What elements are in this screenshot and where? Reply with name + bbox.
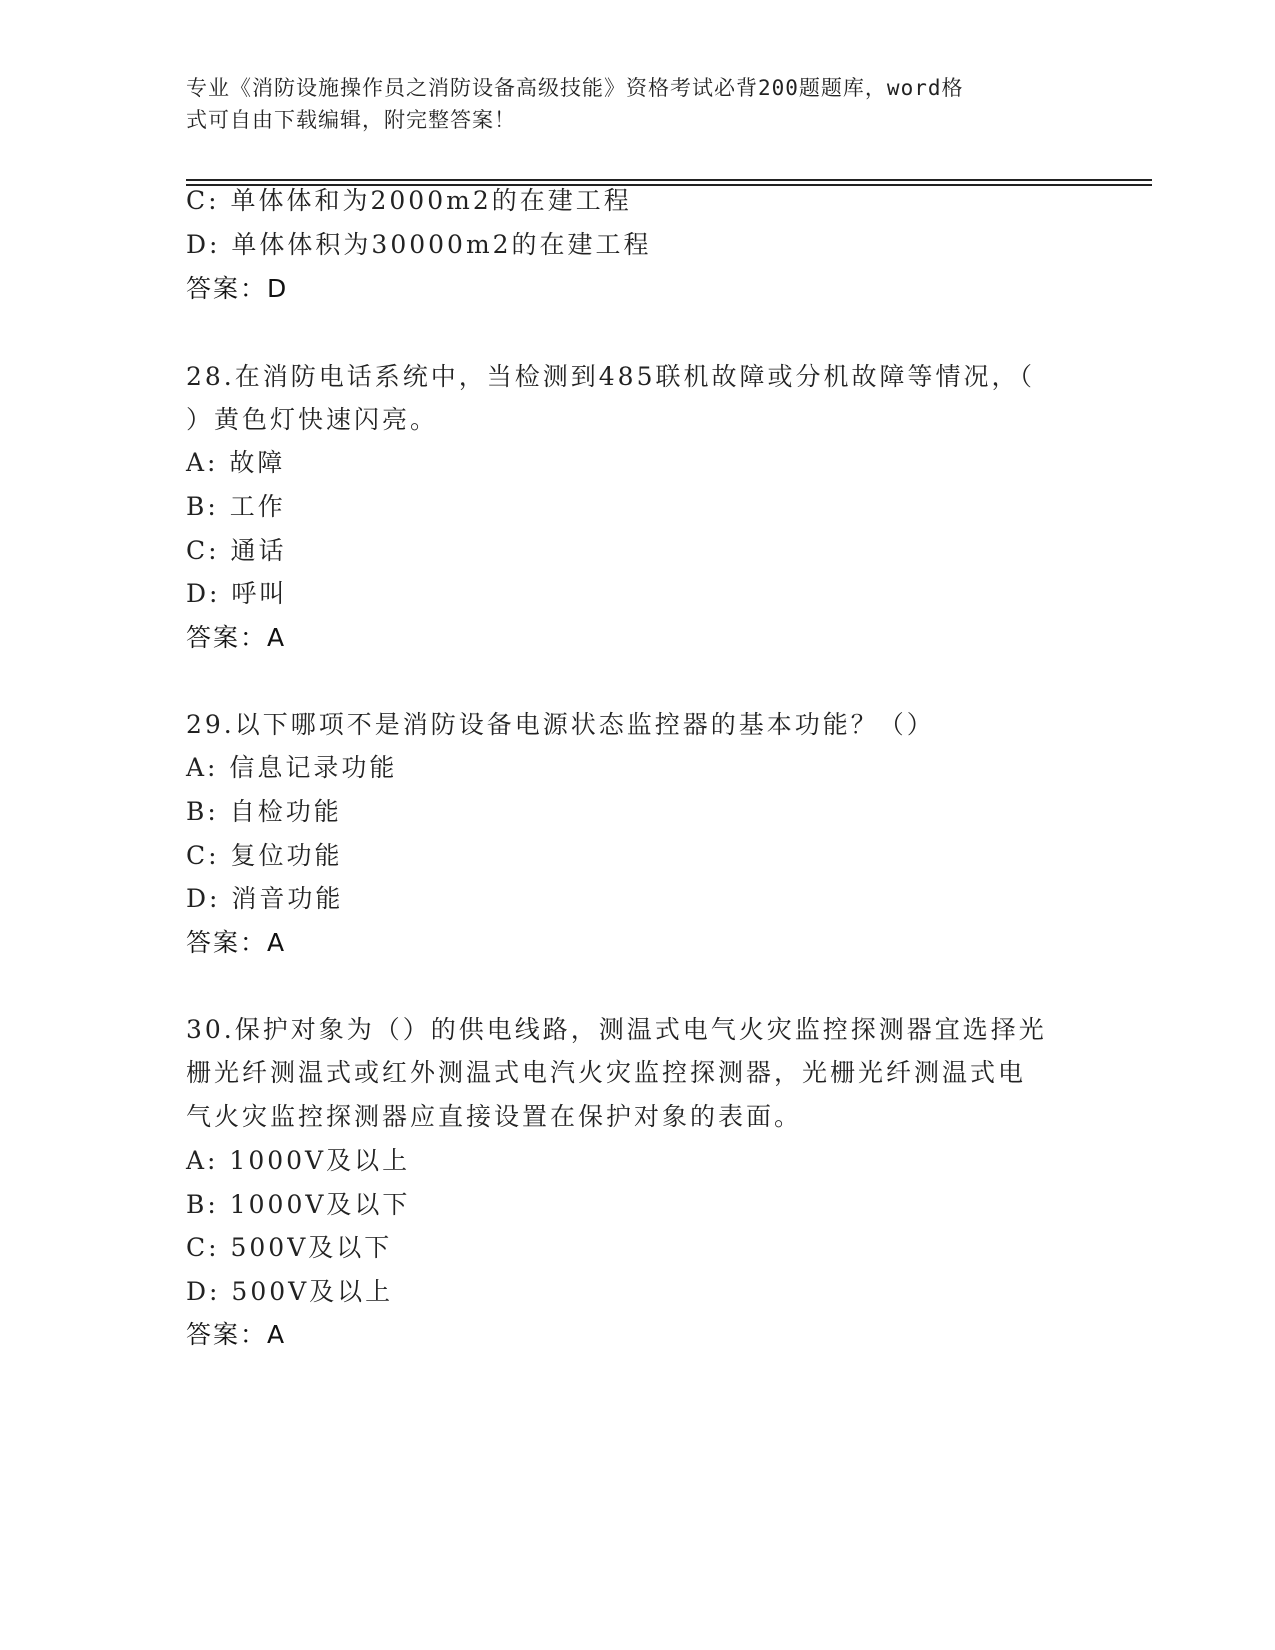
option-a: A: 信息记录功能	[186, 753, 398, 782]
option-d: D: 500V及以上	[186, 1277, 394, 1306]
option-c: C: 单体体和为2000m2的在建工程	[186, 186, 632, 215]
option-c: C: 复位功能	[186, 841, 343, 870]
title-line-1: 专业《消防设施操作员之消防设备高级技能》资格考试必背200题题库，word格	[186, 76, 964, 100]
title-line-2: 式可自由下载编辑，附完整答案！	[186, 108, 516, 132]
answer-line: 答案：A	[186, 1320, 287, 1349]
question-stem-line: 28.在消防电话系统中，当检测到485联机故障或分机故障等情况，（	[186, 362, 1035, 391]
answer-line: 答案：A	[186, 928, 287, 957]
header-divider-top	[186, 179, 1152, 181]
option-d: D: 呼叫	[186, 579, 288, 608]
question-stem-line: 气火灾监控探测器应直接设置在保护对象的表面。	[186, 1102, 803, 1131]
option-c: C: 通话	[186, 536, 287, 565]
answer-line: 答案：D	[186, 274, 289, 303]
question-stem-line: 栅光纤测温式或红外测温式电汽火灾监控探测器，光栅光纤测温式电	[186, 1058, 1027, 1087]
option-b: B: 自检功能	[186, 797, 342, 826]
question-stem-line: 30.保护对象为（）的供电线路，测温式电气火灾监控探测器宜选择光	[186, 1015, 1047, 1044]
option-d: D: 消音功能	[186, 884, 344, 913]
option-a: A: 1000V及以上	[186, 1146, 411, 1175]
option-b: B: 工作	[186, 492, 286, 521]
option-d: D: 单体体积为30000m2的在建工程	[186, 230, 652, 259]
question-stem-line: ）黄色灯快速闪亮。	[186, 405, 439, 434]
answer-line: 答案：A	[186, 623, 287, 652]
question-stem-line: 29.以下哪项不是消防设备电源状态监控器的基本功能？（）	[186, 710, 935, 739]
document-title	[186, 72, 1066, 136]
option-b: B: 1000V及以下	[186, 1190, 411, 1219]
option-c: C: 500V及以下	[186, 1233, 393, 1262]
option-a: A: 故障	[186, 448, 286, 477]
